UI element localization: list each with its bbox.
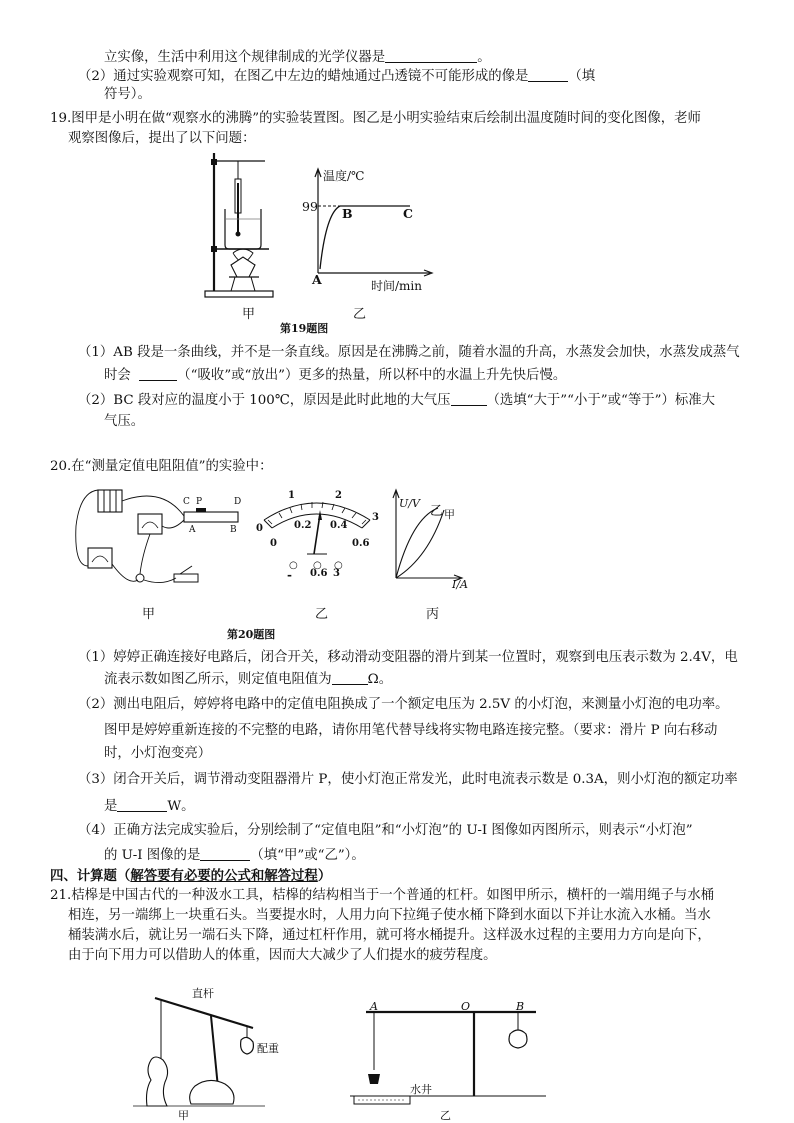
q18-line1-end: 。 [477,50,491,65]
q19-stem: 19.图甲是小明在做“观察水的沸腾”的实验装置图。图乙是小明实验结束后绘制出温度随时间的变化图像，老师 [50,111,701,126]
q19-p1-text: 时会 [104,368,131,383]
q19-stem-cont: 观察图像后，提出了以下问题： [68,131,256,146]
q20-p1-text-c: Ω。 [367,672,393,687]
fig20-label-jia: 甲 [142,607,156,622]
q18-line1-text: 立实像，生活中利用这个规律制成的光学仪器是 [104,50,386,65]
q20-p3-text: 是 [104,799,118,814]
q21-line3: 桶装满水后，就让另一端石头下降，通过杠杆作用，就可将水桶提升。这样汲水过程的主要用力方向是向下， [68,928,711,943]
graph-ylabel: U/V [399,497,420,510]
graph-series-yi: 乙 [430,504,444,519]
q19-p2-text: （2）BC 段对应的温度小于 100℃，原因是此时此地的大气压 [78,393,451,408]
chart-ytick: 99 [302,199,318,214]
q18-part2-cont: 符号）。 [104,87,151,102]
q20-stem: 20.在“测量定值电阻阻值”的实验中： [50,459,273,474]
dial-terminal-label: - [287,568,292,582]
dial-bottom-2: 0.4 [330,520,348,531]
rheostat-label-a: A [189,525,196,535]
dial-top-2: 2 [335,490,342,501]
answer-blank[interactable] [200,846,250,861]
fig20-label-yi: 乙 [315,607,329,622]
dial-terminal-neg-icon: ○ [289,560,298,571]
q20-part2: （2）测出电阻后，婷婷将电路中的定值电阻换成了一个额定电压为 2.5V 的小灯泡，来测量小灯泡的电功率。 [78,697,729,712]
fig21-yi-point-b: B [516,1000,525,1013]
fig20-caption: 第20题图 [227,628,276,641]
rheostat-label-d: D [234,497,242,507]
dial-top-1: 1 [288,490,295,501]
q20-part2-cont: 图甲是婷婷重新连接的不完整的电路，请你用笔代替导线将实物电路连接完整。（要求：滑片 P 向右移动 [104,723,718,738]
fig19-label-yi: 乙 [353,307,367,322]
answer-blank[interactable] [332,670,368,685]
chart-point-label: A [312,272,322,287]
graph-series-jia: 甲 [444,508,455,521]
q19-p2-text-b: （选填“大于”“小于”或“等于”）标准大 [486,393,716,408]
circuit-figure [72,486,252,596]
chart-ylabel: 温度/℃ [323,169,365,183]
q21-line1: 21.桔槔是中国古代的一种汲水工具，桔槔的结构相当于一个普通的杠杆。如图甲所示，横杆的一端用绳子与水桶 [50,888,715,903]
section-title-b: 解答要有必要的公式和解答过程 [130,868,318,884]
q19-part2-cont: 气压。 [104,414,145,429]
q20-p4-text: 的 U-I 图像的是 [104,848,201,863]
chart-xlabel: 时间/min [371,279,422,293]
dial-bottom-0: 0 [270,538,277,549]
lever-schematic [350,1000,550,1115]
fig20-label-bing: 丙 [426,607,440,622]
q20-p4-text-c: （填“甲”或“乙”）。 [250,848,365,863]
section-title-c: ） [317,868,332,884]
rheostat-label-c: C [183,497,190,507]
dial-top-0: 0 [256,523,263,534]
section-title-a: 四、计算题（ [50,868,131,884]
q20-p3-text-c: W。 [167,799,195,814]
fig21-yi-label: 乙 [440,1109,451,1122]
q18-part2 [78,67,595,86]
q19-part1-cont [104,366,566,385]
dial-bottom-1: 0.2 [294,520,312,531]
dial-terminal-label: 0.6 [310,568,328,579]
q19-part2 [78,391,715,410]
fig21-yi-point-o: O [461,1000,471,1013]
answer-blank[interactable] [528,67,568,82]
fig21-jia-label: 甲 [178,1109,189,1122]
chart-point-label: B [342,206,353,221]
boiling-apparatus-figure [205,153,285,303]
q18-line1 [104,48,491,67]
q20-part2-cont2: 时，小灯泡变亮） [104,746,212,761]
fig21-yi-well-label: 水井 [410,1083,432,1096]
fig21-jia-label-weight: 配重 [257,1042,279,1055]
rheostat-label-p: P [196,497,203,507]
answer-blank[interactable] [139,366,177,381]
dial-bottom-3: 0.6 [352,538,370,549]
dial-terminal-label: 3 [333,568,340,579]
dial-terminal-0.6-icon: ○ [313,560,322,571]
q20-part4: （4）正确方法完成实验后，分别绘制了“定值电阻”和“小灯泡”的 U-I 图像如丙图所示，则表示“小灯泡” [78,823,693,838]
q18-p2-text-b: （填 [568,69,596,84]
q20-part4-cont [104,846,365,865]
fig19-label-jia: 甲 [242,307,256,322]
q20-p1-text: 流表示数如图乙所示，则定值电阻值为 [104,672,332,687]
section-heading [50,867,331,885]
graph-xlabel: I/A [452,578,468,591]
q20-part1: （1）婷婷正确连接好电路后，闭合开关，移动滑动变阻器的滑片到某一位置时，观察到电压表示数为 2.4V，电 [78,650,738,665]
rheostat-label-b: B [230,525,237,535]
chart-point-label: C [403,206,413,221]
q19-part1: （1）AB 段是一条曲线，并不是一条直线。原因是在沸腾之前，随着水温的升高，水蒸发会加快，水蒸发成蒸气 [78,345,740,360]
q18-p2-text: （2）通过实验观察可知，在图乙中左边的蜡烛通过凸透镜不可能形成的像是 [78,69,529,84]
fig19-caption: 第19题图 [280,322,329,335]
shadoof-drawing [125,990,275,1115]
q21-line2: 相连，另一端绑上一块重石头。当要提水时，人用力向下拉绳子使水桶下降到水面以下并让水流入水桶。当水 [68,908,711,923]
q21-line4: 由于向下用力可以借助人的体重，因而大大减少了人们提水的疲劳程度。 [68,948,497,963]
fig21-jia-label-pole: 直杆 [192,987,214,1000]
q20-part3: （3）闭合开关后，调节滑动变阻器滑片 P，使小灯泡正常发光，此时电流表示数是 0.3A，则小灯泡的额定功率 [78,772,738,787]
q20-part3-cont [104,797,195,816]
fig21-yi-point-a: A [370,1000,378,1013]
dial-terminal-3-icon: ○ [334,560,343,571]
answer-blank[interactable] [385,48,477,63]
dial-top-3: 3 [372,512,379,523]
answer-blank[interactable] [451,391,487,406]
answer-blank[interactable] [117,797,167,812]
q20-part1-cont [104,670,392,689]
q19-p1-text-c: （“吸收”或“放出”）更多的热量，所以杯中的水温上升先快后慢。 [177,368,567,383]
